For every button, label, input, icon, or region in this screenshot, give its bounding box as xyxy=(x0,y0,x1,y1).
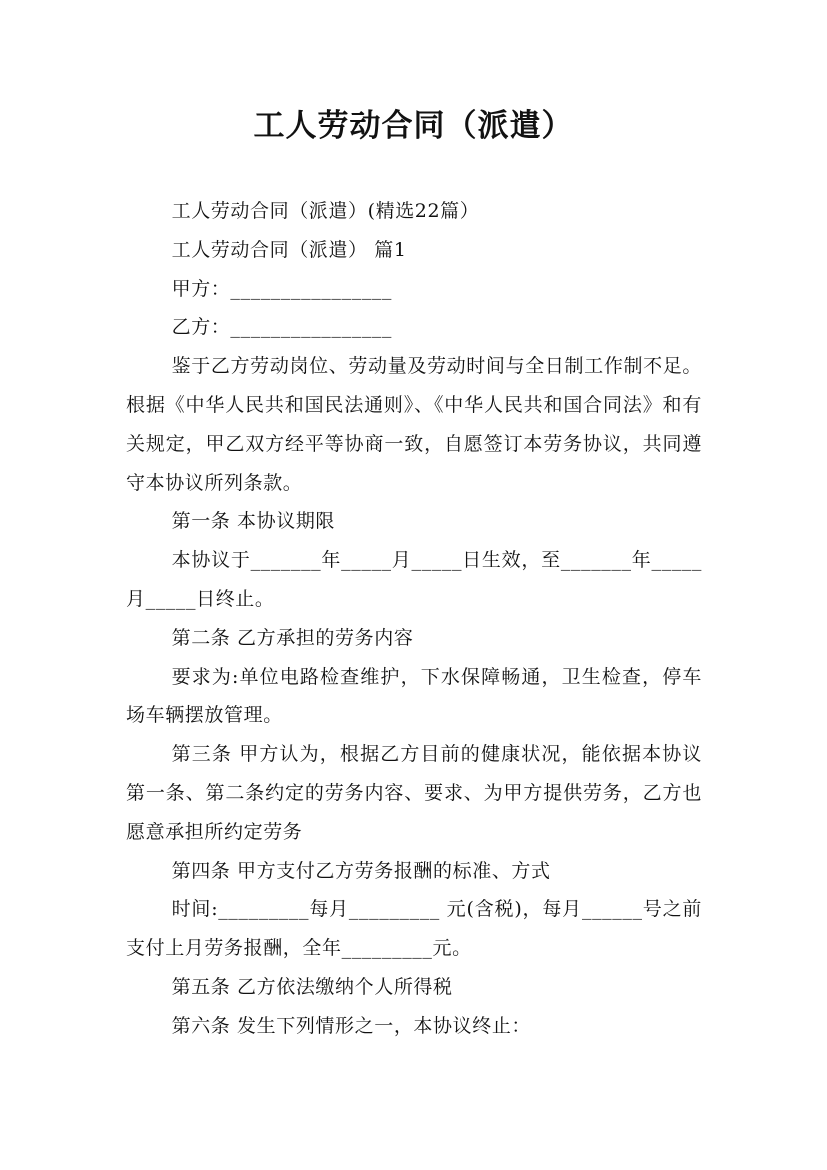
article6-heading: 第六条 发生下列情形之一，本协议终止： xyxy=(171,1014,532,1037)
article5-heading: 第五条 乙方依法缴纳个人所得税 xyxy=(171,975,453,998)
article1-heading: 第一条 本协议期限 xyxy=(171,510,336,533)
document-title: 工人劳动合同（派遣） xyxy=(253,108,574,144)
party-a-line: 甲方：________________ xyxy=(171,277,392,300)
article3-paragraph: 第三条 甲方认为，根据乙方目前的健康状况，能依据本协议第一条、第二条约定的劳务内容、要求、为甲方提供劳务，乙方也愿意承担所约定劳务 xyxy=(126,743,702,843)
document-subtitle: 工人劳动合同（派遣）(精选22篇） xyxy=(171,200,480,222)
article1-body: 本协议于_______年_____月_____日生效，至_______年_____月_____日终止。 xyxy=(126,549,702,610)
article2-heading: 第二条 乙方承担的劳务内容 xyxy=(171,626,414,649)
article4-heading: 第四条 甲方支付乙方劳务报酬的标准、方式 xyxy=(171,859,551,882)
article4-body: 时间:_________每月_________ 元(含税)，每月______号之前支付上月劳务报酬，全年_________元。 xyxy=(126,898,702,960)
section-heading: 工人劳动合同（派遣） 篇1 xyxy=(171,238,407,261)
article2-body: 要求为:单位电路检查维护，下水保障畅通，卫生检查，停车场车辆摆放管理。 xyxy=(126,665,702,727)
intro-paragraph: 鉴于乙方劳动岗位、劳动量及劳动时间与全日制工作制不足。根据《中华人民共和国民法通则》、《中华人民共和国合同法》和有关规定，甲乙双方经平等协商一致，自愿签订本劳务协议，共同遵守本协议所列条款。 xyxy=(126,355,702,494)
party-b-line: 乙方：________________ xyxy=(171,316,392,339)
document-body xyxy=(126,192,702,1046)
